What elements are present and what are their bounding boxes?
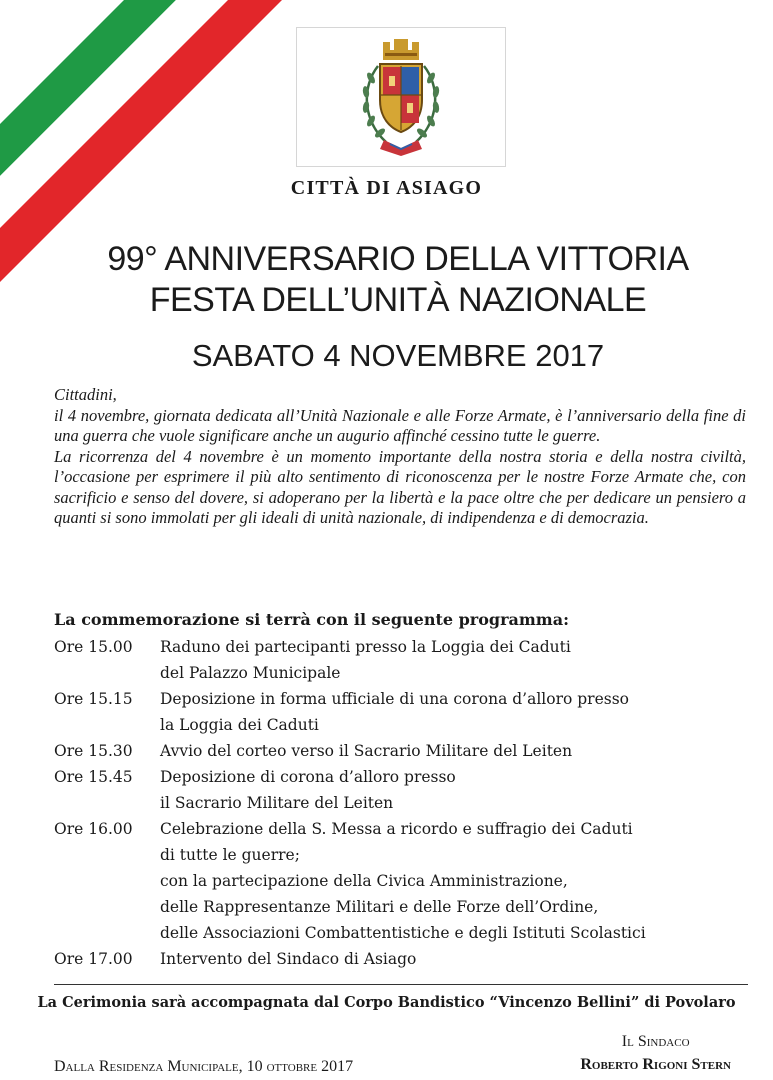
program-time: Ore 17.00 [54, 950, 133, 968]
program-line: Raduno dei partecipanti presso la Loggia dei Caduti [160, 638, 571, 656]
intro-salutation: Cittadini, [54, 385, 117, 404]
program-item [54, 764, 754, 816]
intro-paragraph-1: il 4 novembre, giornata dedicata all’Unità Nazionale e alle Forze Armate, è l’anniversario della fine di una guerra che vuole significare anche un augurio affinché cessino tutte le guerre. [54, 405, 746, 445]
program-item [54, 946, 754, 972]
program-time: Ore 15.00 [54, 638, 133, 656]
coat-of-arms-icon [356, 36, 446, 158]
program-line: del Palazzo Municipale [160, 664, 341, 682]
program-time: Ore 16.00 [54, 820, 133, 838]
program-line: Intervento del Sindaco di Asiago [160, 950, 417, 968]
program-item [54, 634, 754, 686]
intro-text [54, 385, 746, 529]
event-date: SABATO 4 NOVEMBRE 2017 [191, 338, 605, 373]
program-line: la Loggia dei Caduti [160, 716, 319, 734]
program-item [54, 738, 754, 764]
mayor-signature [580, 1031, 731, 1077]
program-line: delle Associazioni Combattentistiche e degli Istituti Scolastici [160, 924, 646, 942]
program-line: di tutte le guerre; [160, 846, 300, 864]
program-line: Deposizione di corona d’alloro presso [160, 768, 456, 786]
program-list [54, 634, 754, 972]
program-item [54, 816, 754, 946]
program-line: Deposizione in forma ufficiale di una corona d’alloro presso [160, 690, 629, 708]
program-time: Ore 15.15 [54, 690, 133, 708]
residence-date: Dalla Residenza Municipale, 10 ottobre 2017 [54, 1058, 354, 1075]
program-line: Avvio del corteo verso il Sacrario Militare del Leiten [160, 742, 573, 760]
title-festa: FESTA DELL’UNITÀ NAZIONALE [149, 281, 647, 319]
program-item [54, 686, 754, 738]
city-name: CITTÀ DI ASIAGO [290, 177, 483, 199]
program-line: Celebrazione della S. Messa a ricordo e suffragio dei Caduti [160, 820, 633, 838]
signature-role: Il Sindaco [621, 1033, 690, 1050]
title-anniversary: 99° ANNIVERSARIO DELLA VITTORIA [107, 240, 689, 278]
program-line: con la partecipazione della Civica Amministrazione, [160, 872, 568, 890]
divider-line [54, 984, 748, 985]
program-time: Ore 15.45 [54, 768, 133, 786]
signature-name: Roberto Rigoni Stern [580, 1056, 731, 1073]
program-line: il Sacrario Militare del Leiten [160, 794, 394, 812]
program-line: delle Rappresentanze Militari e delle Forze dell’Ordine, [160, 898, 599, 916]
program-time: Ore 15.30 [54, 742, 133, 760]
intro-paragraph-2: La ricorrenza del 4 novembre è un momento importante della nostra storia e della nostra civiltà, l’occasione per esprimere il più alto sentimento di riconoscenza per le nostre Forze Armate che, con sacrificio e senso del dovere, si adoperano per la libertà e la pace oltre che per dedicare un pensiero a quanti si sono immolati per gli ideali di unità nazionale, di indipendenza e di democrazia. [54, 446, 746, 527]
band-note: La Cerimonia sarà accompagnata dal Corpo Bandistico “Vincenzo Bellini” di Povolaro [37, 994, 736, 1011]
city-crest-frame [296, 27, 506, 167]
program-heading: La commemorazione si terrà con il seguente programma: [54, 610, 569, 629]
